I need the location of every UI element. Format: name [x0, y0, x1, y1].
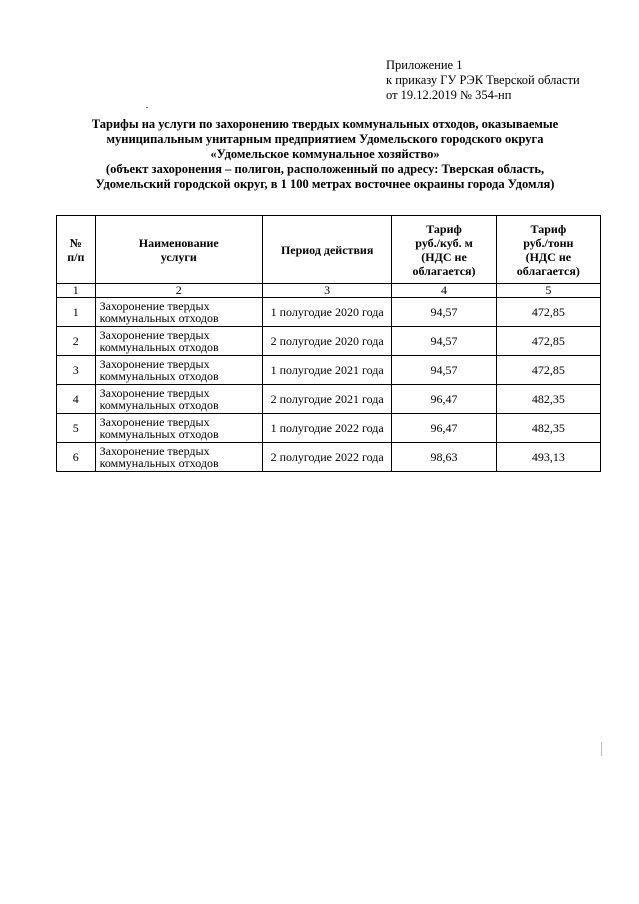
appendix-date: от 19.12.2019 № 354-нп [386, 88, 512, 102]
row-number: 1 [57, 298, 96, 327]
header-tariff-ton: Тариф руб./тонн (НДС не облагается) [496, 216, 600, 284]
title-line: муниципальным унитарным предприятием Удомельского городского округа [106, 132, 544, 146]
header-period: Период действия [262, 216, 392, 284]
tariff-ton: 482,35 [496, 385, 600, 414]
row-number: 6 [57, 443, 96, 472]
table-row [57, 414, 601, 443]
column-number: 3 [262, 284, 392, 298]
appendix-block [386, 58, 580, 103]
tariff-m3: 94,57 [392, 356, 496, 385]
scan-speck [146, 107, 148, 108]
column-number: 4 [392, 284, 496, 298]
period: 1 полугодие 2020 года [262, 298, 392, 327]
header-number: № п/п [57, 216, 96, 284]
period: 1 полугодие 2021 года [262, 356, 392, 385]
service-name: Захоронение твердых коммунальных отходов [95, 443, 262, 472]
scan-edge-mark [601, 742, 602, 756]
tariff-ton: 472,85 [496, 356, 600, 385]
period: 1 полугодие 2022 года [262, 414, 392, 443]
title-line: Тарифы на услуги по захоронению твердых коммунальных отходов, оказываемые [91, 117, 559, 131]
period: 2 полугодие 2021 года [262, 385, 392, 414]
service-name: Захоронение твердых коммунальных отходов [95, 414, 262, 443]
column-number: 1 [57, 284, 96, 298]
row-number: 2 [57, 327, 96, 356]
column-numbering-row [57, 284, 601, 298]
table-header-row [57, 216, 601, 284]
appendix-title: Приложение 1 [386, 58, 463, 72]
period: 2 полугодие 2020 года [262, 327, 392, 356]
tariff-ton: 472,85 [496, 298, 600, 327]
table-row [57, 356, 601, 385]
row-number: 4 [57, 385, 96, 414]
tariff-m3: 96,47 [392, 414, 496, 443]
table-row [57, 298, 601, 327]
service-name: Захоронение твердых коммунальных отходов [95, 298, 262, 327]
table-row [57, 443, 601, 472]
tariff-m3: 96,47 [392, 385, 496, 414]
table-row [57, 327, 601, 356]
tariff-m3: 98,63 [392, 443, 496, 472]
row-number: 3 [57, 356, 96, 385]
service-name: Захоронение твердых коммунальных отходов [95, 327, 262, 356]
service-name: Захоронение твердых коммунальных отходов [95, 385, 262, 414]
service-name: Захоронение твердых коммунальных отходов [95, 356, 262, 385]
table-row [57, 385, 601, 414]
tariff-m3: 94,57 [392, 298, 496, 327]
tariff-ton: 472,85 [496, 327, 600, 356]
header-service-name: Наименование услуги [95, 216, 262, 284]
header-tariff-m3: Тариф руб./куб. м (НДС не облагается) [392, 216, 496, 284]
title-line: «Удомельское коммунальное хозяйство» [210, 147, 440, 161]
appendix-order: к приказу ГУ РЭК Тверской области [386, 73, 580, 87]
tariff-ton: 482,35 [496, 414, 600, 443]
tariff-table [56, 215, 601, 472]
period: 2 полугодие 2022 года [262, 443, 392, 472]
title-line: (объект захоронения – полигон, расположенный по адресу: Тверская область, [105, 162, 545, 176]
document-title [60, 117, 590, 192]
column-number: 2 [95, 284, 262, 298]
tariff-ton: 493,13 [496, 443, 600, 472]
column-number: 5 [496, 284, 600, 298]
row-number: 5 [57, 414, 96, 443]
title-line: Удомельский городской округ, в 1 100 метрах восточнее окраины города Удомля) [95, 177, 555, 191]
tariff-m3: 94,57 [392, 327, 496, 356]
